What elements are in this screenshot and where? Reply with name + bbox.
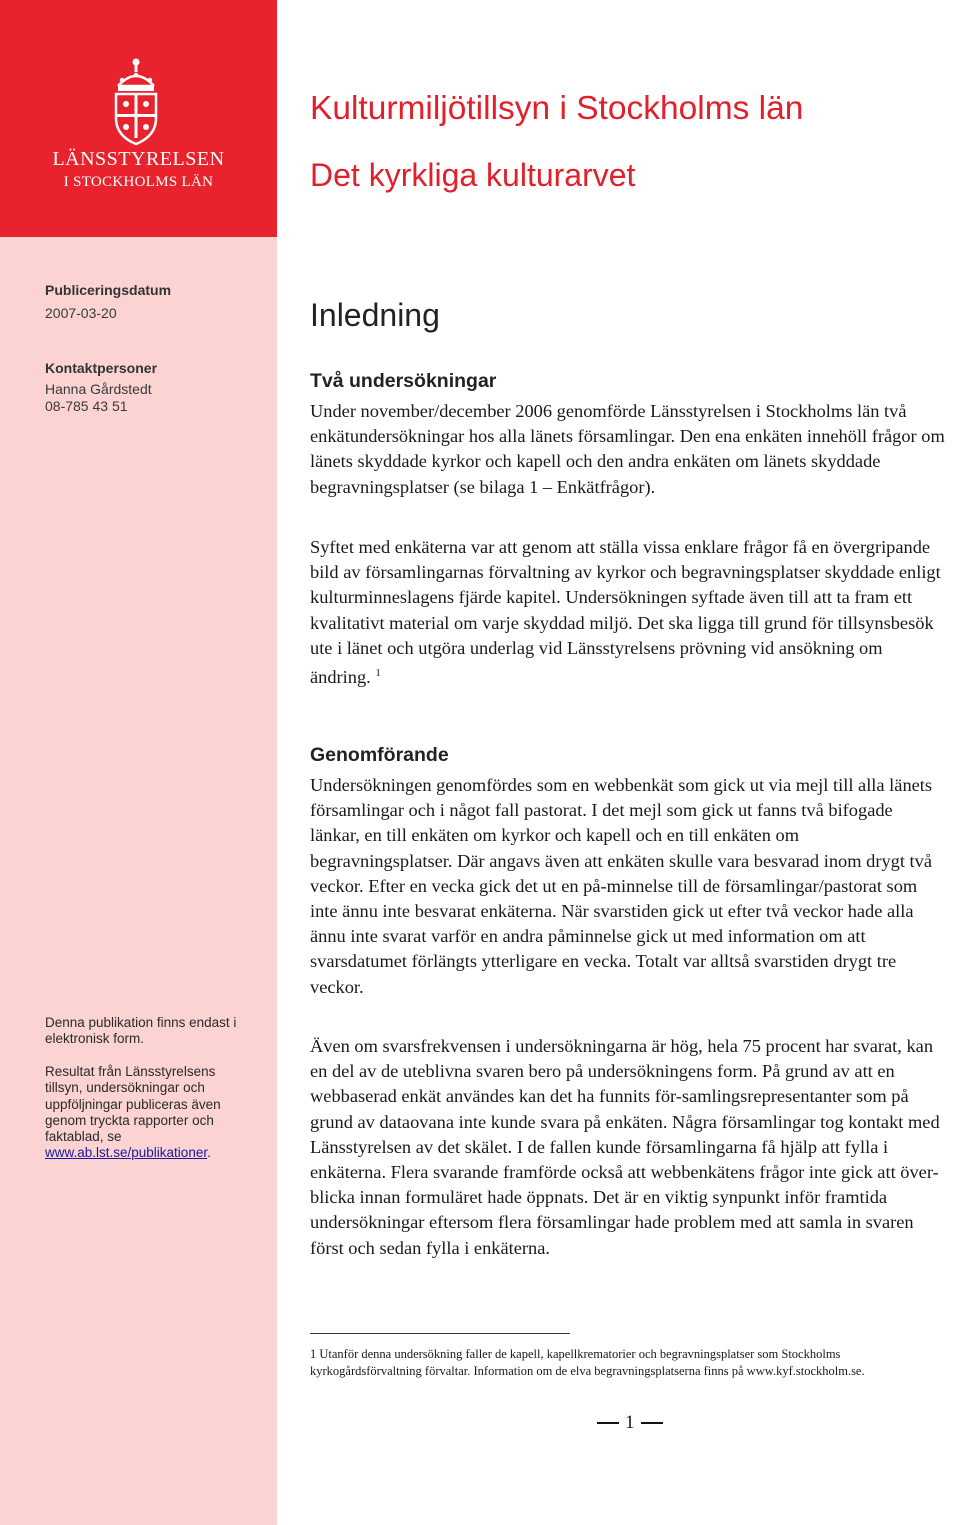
page-number-dash-left — [597, 1422, 619, 1424]
pub-date-value: 2007-03-20 — [45, 305, 117, 321]
footnote-text: Utanför denna undersökning faller de kapell, kapellkrematorier och begravningsplatser som Stockholms kyrkogårdsförvaltning förvaltar. Information om de elva begravningsplatserna finns på www.kyf.stockholm.se. — [310, 1347, 865, 1378]
contact-phone: 08-785 43 51 — [45, 398, 128, 414]
subheading-tva-undersokningar: Två undersökningar — [310, 370, 497, 392]
publications-link[interactable]: www.ab.lst.se/publikationer — [45, 1145, 208, 1161]
page-subtitle: Det kyrkliga kulturarvet — [310, 157, 636, 193]
publications-note — [45, 1064, 240, 1162]
logo-text-line2: I STOCKHOLMS LÄN — [63, 174, 214, 190]
logo-text-line1: LÄNSSTYRELSEN — [52, 148, 225, 170]
footnote-divider — [310, 1333, 570, 1334]
contact-name: Hanna Gårdstedt — [45, 381, 152, 397]
link-suffix: . — [207, 1145, 211, 1161]
crown-crest-icon — [108, 56, 164, 146]
paragraph-2-text: Syftet med enkäterna var att genom att ställa vissa enklare frågor få en övergripande bild av församlingarnas förvaltning av kyrkor och begravningsplatser skyddade enligt kulturminneslagens fjärde kapitel. Undersökningen syftade även till att ta fram ett kvalitativt material om varje skyddad miljö. Det ska ligga till grund för tillsynsbesök ute i länet och utgöra underlag vid Länsstyrelsens prövning vid ansökning om ändring. — [310, 537, 941, 688]
pub-date-label: Publiceringsdatum — [45, 282, 172, 298]
footnote — [310, 1346, 940, 1379]
page-title: Kulturmiljötillsyn i Stockholms län — [310, 90, 804, 127]
footnote-number: 1 — [310, 1347, 317, 1361]
page-number-dash-right — [641, 1422, 663, 1424]
page-number: 1 — [625, 1412, 635, 1433]
paragraph-3: Undersökningen genomfördes som en webbenkät som gick ut via mejl till alla länets församlingar och i något fall pastorat. I det mejl som gick ut fanns två bifogade länkar, en till enkäten om kyrkor och kapell och en till enkäten om begravningsplatser. Där angavs även att enkäten skulle vara besvarad inom drygt två veckor. Efter en vecka gick det ut en på-minnelse till de församlingar/pastorat som inte ännu inte besvarat enkäterna. När svarstiden gick ut efter två veckor hade alla ännu inte svarat varför en andra påminnelse gick ut med information om att svarsdatumet förlängts ytterligare en vecka. Totalt var alltså svarstiden drygt tre veckor. — [310, 775, 933, 997]
publications-note-text: Resultat från Länsstyrelsens tillsyn, undersökningar och uppföljningar publiceras även genom tryckta rapporter och faktablad, se — [45, 1064, 221, 1145]
paragraph-2 — [310, 535, 946, 690]
footnote-ref: 1 — [375, 667, 381, 680]
paragraph-4: Även om svarsfrekvensen i undersökningarna är hög, hela 75 procent har svarat, kan en del av de uteblivna svaren bero på undersökningens form. På grund av att en webbaserad enkät användes kan det ha funnits för-samlingsrepresentanter som på grund av dataovana inte kunde svara på enkäten. Några församlingar tog kontakt med Länsstyrelsen av det skälet. I de fallen kunde församlingarna få hjälp att fylla i enkäterna. Flera svarande framförde också att webbenkätens frågor inte gick att över-blicka innan formuläret hade öppnats. Det är en viktig synpunkt inför framtida undersökningar eftersom flera församlingar hade problem med att samla in svaren först och sedan fylla i enkäterna. — [310, 1036, 940, 1258]
paragraph-1: Under november/december 2006 genomförde Länsstyrelsen i Stockholms län två enkätundersökningar hos alla länets församlingar. Den ena enkäten innehöll frågor om länets skyddade kyrkor och kapell och den andra enkäten om länets skyddade begravningsplatser (se bilaga 1 – Enkätfrågor). — [310, 401, 945, 497]
electronic-only-note: Denna publikation finns endast i elektronisk form. — [45, 1015, 237, 1047]
logo-block — [0, 0, 277, 237]
subheading-genomforande: Genomförande — [310, 744, 449, 766]
contacts-label: Kontaktpersoner — [45, 360, 158, 376]
section-heading-inledning: Inledning — [310, 297, 440, 333]
